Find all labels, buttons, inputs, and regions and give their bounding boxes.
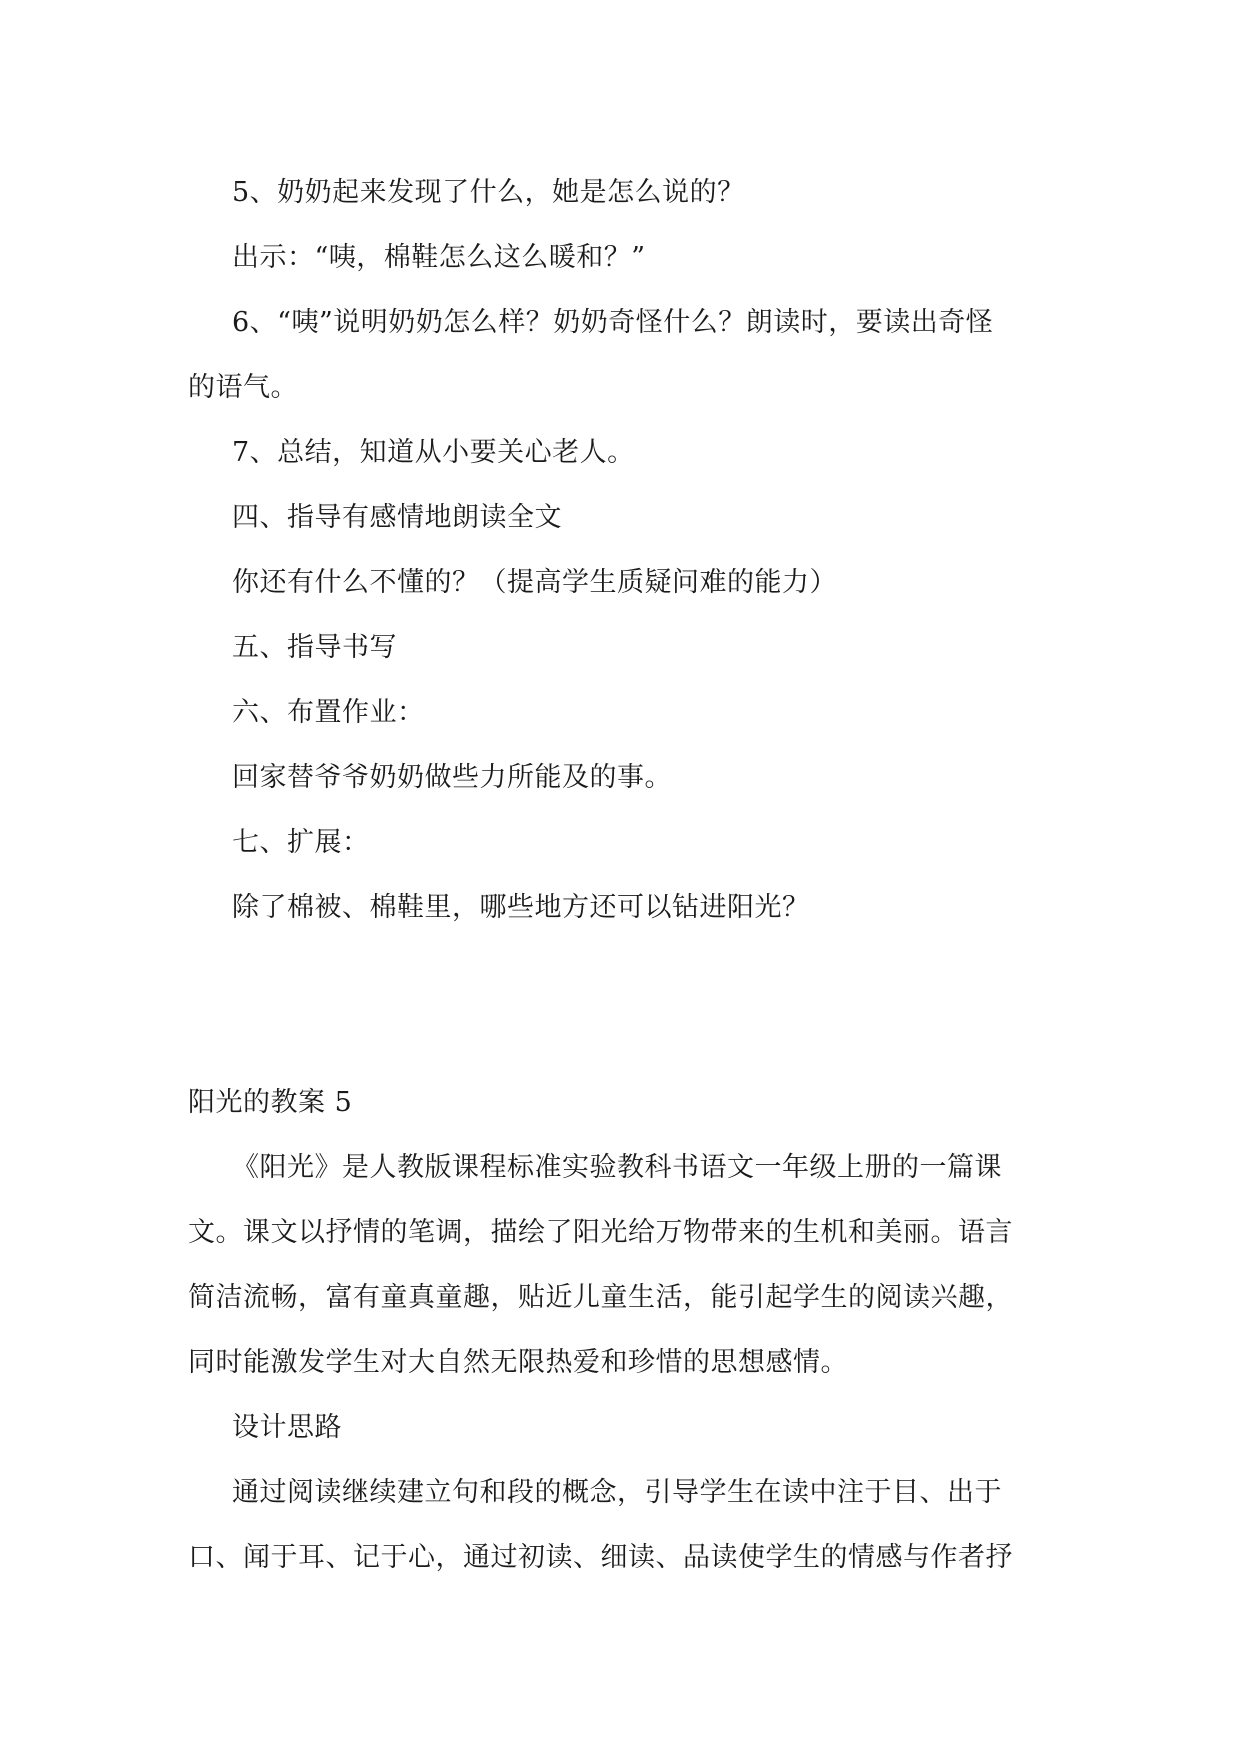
part-7-text: 除了棉被、棉鞋里，哪些地方还可以钻进阳光？ — [232, 892, 810, 923]
design-line-2: 口、闻于耳、记于心，通过初读、细读、品读使学生的情感与作者抒 — [188, 1542, 1013, 1573]
part-6-heading: 六、布置作业： — [232, 697, 425, 728]
part-7-heading: 七、扩展： — [232, 827, 370, 858]
design-heading: 设计思路 — [232, 1412, 342, 1443]
intro-line-3: 简洁流畅，富有童真童趣，贴近儿童生活，能引起学生的阅读兴趣， — [188, 1282, 1013, 1313]
part-4-text: 你还有什么不懂的？（提高学生质疑问难的能力） — [232, 567, 837, 598]
lesson-plan-heading: 阳光的教案 5 — [188, 1087, 353, 1118]
question-6-line-2: 的语气。 — [188, 372, 298, 403]
design-line-1: 通过阅读继续建立句和段的概念，引导学生在读中注于目、出于 — [232, 1477, 1002, 1508]
intro-line-2: 文。课文以抒情的笔调，描绘了阳光给万物带来的生机和美丽。语言 — [188, 1217, 1013, 1248]
part-4-heading: 四、指导有感情地朗读全文 — [232, 502, 562, 533]
display-quote: 出示：“咦，棉鞋怎么这么暖和？” — [232, 242, 646, 273]
question-7: 7、总结，知道从小要关心老人。 — [232, 437, 635, 468]
question-5: 5、奶奶起来发现了什么，她是怎么说的？ — [232, 177, 745, 208]
document-page — [188, 160, 1068, 1590]
intro-line-4: 同时能激发学生对大自然无限热爱和珍惜的思想感情。 — [188, 1347, 848, 1378]
section-spacer — [188, 940, 1068, 1070]
part-6-text: 回家替爷爷奶奶做些力所能及的事。 — [232, 762, 672, 793]
part-5-heading: 五、指导书写 — [232, 632, 397, 663]
question-6-line-1: 6、“咦”说明奶奶怎么样？奶奶奇怪什么？朗读时，要读出奇怪 — [232, 307, 994, 338]
intro-line-1: 《阳光》是人教版课程标准实验教科书语文一年级上册的一篇课 — [232, 1152, 1002, 1183]
